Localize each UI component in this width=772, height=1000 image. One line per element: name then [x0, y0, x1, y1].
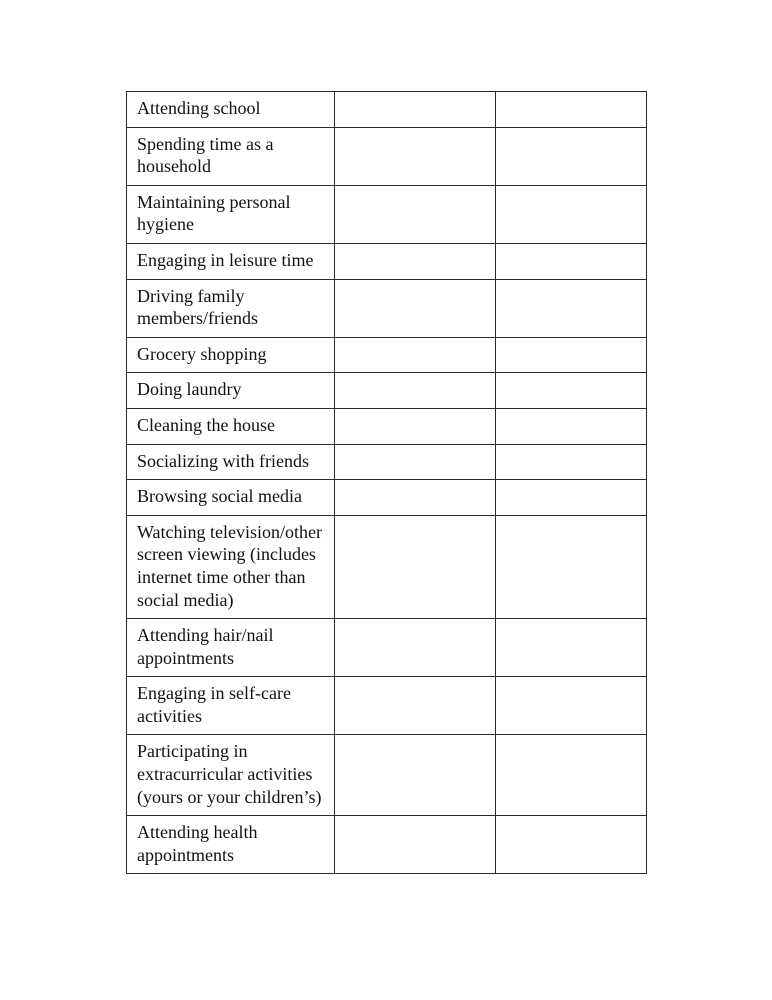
activity-cell: Grocery shopping: [127, 337, 335, 373]
activity-cell: Socializing with friends: [127, 444, 335, 480]
response-cell[interactable]: [335, 243, 496, 279]
response-cell[interactable]: [496, 373, 647, 409]
response-cell[interactable]: [496, 127, 647, 185]
activity-cell: Participating in extracurricular activities (yours or your children’s): [127, 735, 335, 816]
response-cell[interactable]: [335, 279, 496, 337]
response-cell[interactable]: [496, 444, 647, 480]
table-row: [127, 619, 647, 677]
activity-cell: Engaging in leisure time: [127, 243, 335, 279]
response-cell[interactable]: [335, 185, 496, 243]
activity-cell: Attending health appointments: [127, 816, 335, 874]
table-row: [127, 127, 647, 185]
response-cell[interactable]: [335, 677, 496, 735]
table-row: [127, 816, 647, 874]
activity-cell: Attending school: [127, 92, 335, 128]
table-row: [127, 735, 647, 816]
response-cell[interactable]: [335, 444, 496, 480]
response-cell[interactable]: [496, 677, 647, 735]
response-cell[interactable]: [335, 373, 496, 409]
response-cell[interactable]: [496, 816, 647, 874]
table-row: [127, 337, 647, 373]
response-cell[interactable]: [496, 185, 647, 243]
activity-cell: Attending hair/nail appointments: [127, 619, 335, 677]
table-row: [127, 444, 647, 480]
response-cell[interactable]: [496, 735, 647, 816]
response-cell[interactable]: [496, 92, 647, 128]
response-cell[interactable]: [496, 243, 647, 279]
table-row: [127, 185, 647, 243]
table-row: [127, 408, 647, 444]
table-row: [127, 515, 647, 618]
activity-cell: Engaging in self-care activities: [127, 677, 335, 735]
activity-cell: Browsing social media: [127, 480, 335, 516]
table-row: [127, 373, 647, 409]
activity-cell: Spending time as a household: [127, 127, 335, 185]
response-cell[interactable]: [496, 480, 647, 516]
response-cell[interactable]: [496, 408, 647, 444]
activity-cell: Cleaning the house: [127, 408, 335, 444]
response-cell[interactable]: [335, 92, 496, 128]
response-cell[interactable]: [335, 515, 496, 618]
response-cell[interactable]: [335, 735, 496, 816]
table-row: [127, 480, 647, 516]
activity-cell: Maintaining personal hygiene: [127, 185, 335, 243]
response-cell[interactable]: [496, 619, 647, 677]
activity-cell: Driving family members/friends: [127, 279, 335, 337]
activity-table: [126, 91, 647, 874]
response-cell[interactable]: [496, 515, 647, 618]
response-cell[interactable]: [335, 337, 496, 373]
response-cell[interactable]: [496, 337, 647, 373]
response-cell[interactable]: [335, 619, 496, 677]
activity-table-body: [127, 92, 647, 874]
response-cell[interactable]: [335, 816, 496, 874]
table-row: [127, 243, 647, 279]
activity-cell: Doing laundry: [127, 373, 335, 409]
table-row: [127, 279, 647, 337]
response-cell[interactable]: [335, 408, 496, 444]
table-row: [127, 677, 647, 735]
response-cell[interactable]: [496, 279, 647, 337]
response-cell[interactable]: [335, 127, 496, 185]
activity-cell: Watching television/other screen viewing (includes internet time other than social media): [127, 515, 335, 618]
response-cell[interactable]: [335, 480, 496, 516]
table-row: [127, 92, 647, 128]
